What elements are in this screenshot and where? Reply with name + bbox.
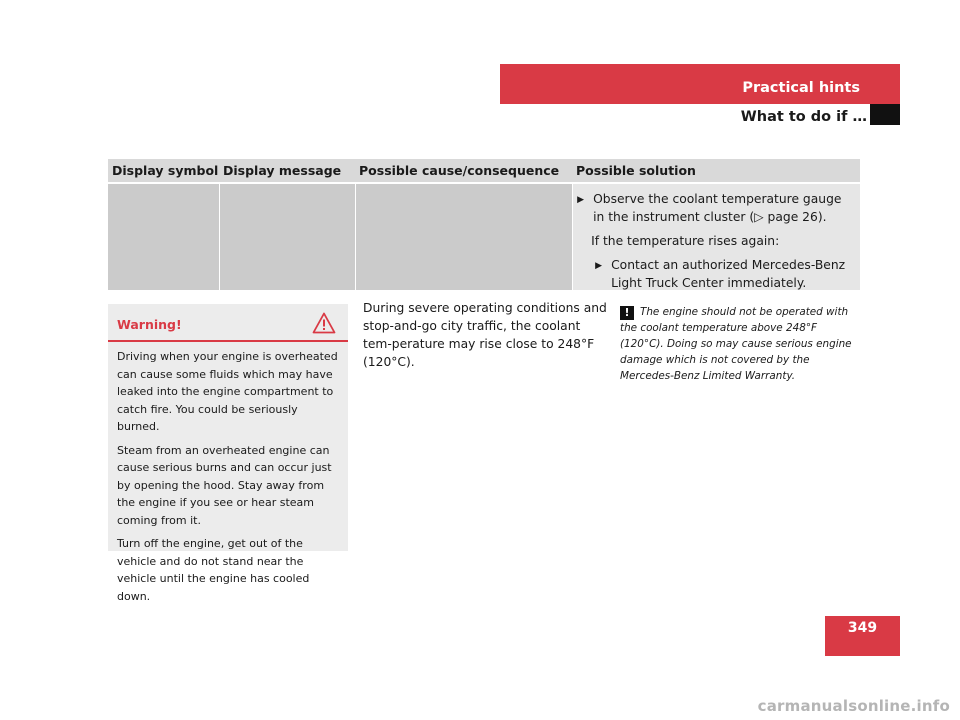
warning-paragraph: Turn off the engine, get out of the vehicle and do not stand near the vehicle until the engine has cooled down.	[117, 537, 310, 603]
exclamation-icon: !	[620, 306, 634, 320]
header-tab-marker	[870, 104, 900, 125]
bullet-arrow-icon: ▶	[595, 261, 603, 271]
bullet-arrow-icon: ▶	[577, 195, 585, 205]
solution-sub-bullet	[591, 256, 854, 292]
header-bar	[500, 64, 900, 104]
warning-triangle-icon	[312, 312, 336, 334]
column-header-display-symbol: Display symbol	[112, 163, 219, 178]
table-row	[108, 184, 860, 290]
solution-bullet	[577, 190, 854, 226]
caution-note	[620, 304, 862, 384]
solution-paragraph: If the temperature rises again:	[591, 234, 780, 248]
solution-bullet-text: Observe the coolant temperature gauge in the instrument cluster (▷ page 26).	[593, 192, 842, 224]
body-text: During severe operating conditions and stop-and-go city traffic, the coolant tem-perature may rise close to 248°F (120°C).	[363, 301, 607, 369]
column-header-possible-solution: Possible solution	[576, 163, 696, 178]
column-header-display-message: Display message	[223, 163, 342, 178]
column-header-possible-cause: Possible cause/consequence	[359, 163, 560, 178]
warning-title: Warning!	[117, 317, 182, 332]
warning-paragraph: Steam from an overheated engine can cause serious burns and can occur just by opening the hood. Stay away from the engine if you see or hear steam coming from it.	[117, 443, 332, 527]
page-number-box	[825, 616, 900, 656]
warning-body	[108, 342, 348, 605]
table-header-row	[108, 159, 860, 182]
cell-display-message	[220, 184, 355, 290]
display-message-table	[108, 159, 860, 290]
watermark: carmanualsonline.info	[757, 697, 950, 715]
warning-paragraph: Driving when your engine is overheated can cause some fluids which may have leaked into the engine compartment to catch fire. You could be seriously burned.	[117, 350, 338, 433]
solution-sub-bullet-text: Contact an authorized Mercedes-Benz Light Truck Center immediately.	[611, 258, 846, 290]
section-title: Practical hints	[742, 80, 860, 96]
cell-possible-solution	[573, 184, 860, 290]
page-number: 349	[847, 620, 878, 636]
caution-note-text: The engine should not be operated with the coolant temperature above 248°F (120°C). Doing so may cause serious engine damage which is not covered by the Mercedes-Benz Limited Warranty.	[620, 306, 852, 382]
cell-display-symbol	[108, 184, 219, 290]
cell-possible-cause	[356, 184, 572, 290]
page-subtitle: What to do if …	[740, 109, 867, 125]
warning-header	[108, 304, 348, 342]
warning-box	[108, 304, 348, 603]
